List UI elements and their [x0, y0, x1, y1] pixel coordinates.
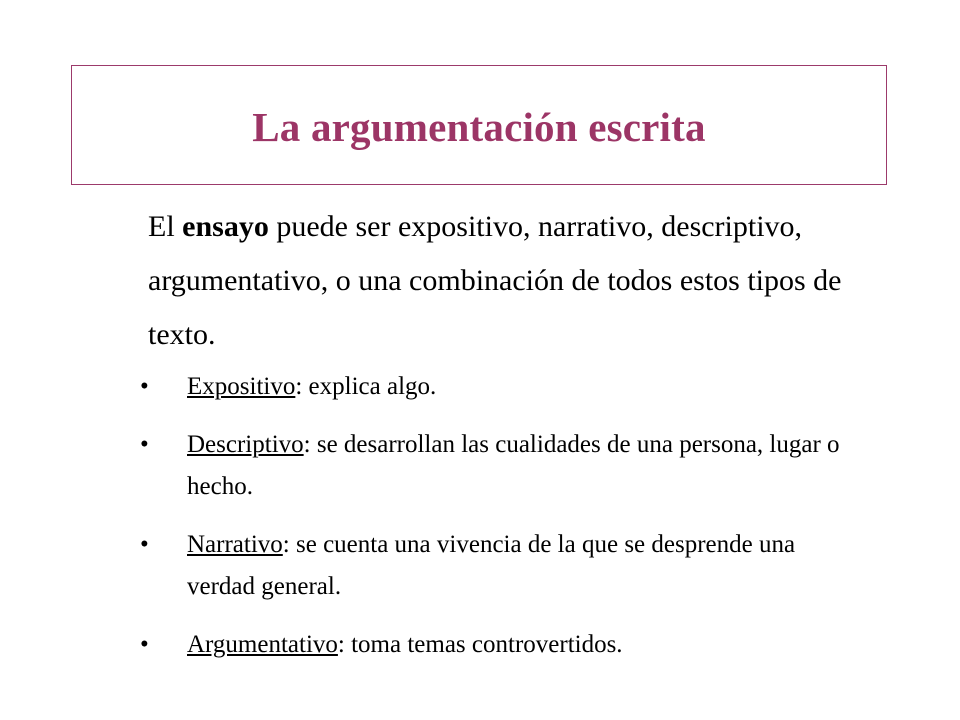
- bullet-term: Argumentativo: [187, 631, 338, 658]
- slide-title: La argumentación escrita: [252, 104, 706, 150]
- bullet-text: : explica algo.: [295, 373, 437, 400]
- bullet-icon: •: [140, 631, 149, 658]
- bullet-item-argumentativo: [140, 624, 860, 666]
- bullet-icon: •: [140, 531, 149, 558]
- intro-text-end: puede ser expositivo, narrativo, descriptivo, argumentativo, o una combinación de todos estos tipos de texto.: [148, 210, 842, 351]
- bullet-item-narrativo: [140, 524, 860, 608]
- bullet-icon: •: [140, 373, 149, 400]
- bullet-text: : toma temas controvertidos.: [337, 631, 623, 658]
- bullet-term: Narrativo: [187, 531, 283, 558]
- title-frame: [71, 65, 887, 185]
- bullet-text: : se cuenta una vivencia de la que se desprende una verdad general.: [187, 531, 796, 600]
- bullet-item-expositivo: [140, 366, 860, 408]
- bullet-item-descriptivo: [140, 424, 860, 508]
- intro-text-start: El: [148, 210, 183, 243]
- bullet-icon: •: [140, 431, 149, 458]
- intro-paragraph: [148, 200, 888, 362]
- bullet-term: Descriptivo: [187, 431, 304, 458]
- intro-bold-term: ensayo: [182, 210, 269, 243]
- bullet-list: [140, 366, 860, 682]
- bullet-text: : se desarrollan las cualidades de una persona, lugar o hecho.: [187, 431, 840, 500]
- bullet-term: Expositivo: [187, 373, 296, 400]
